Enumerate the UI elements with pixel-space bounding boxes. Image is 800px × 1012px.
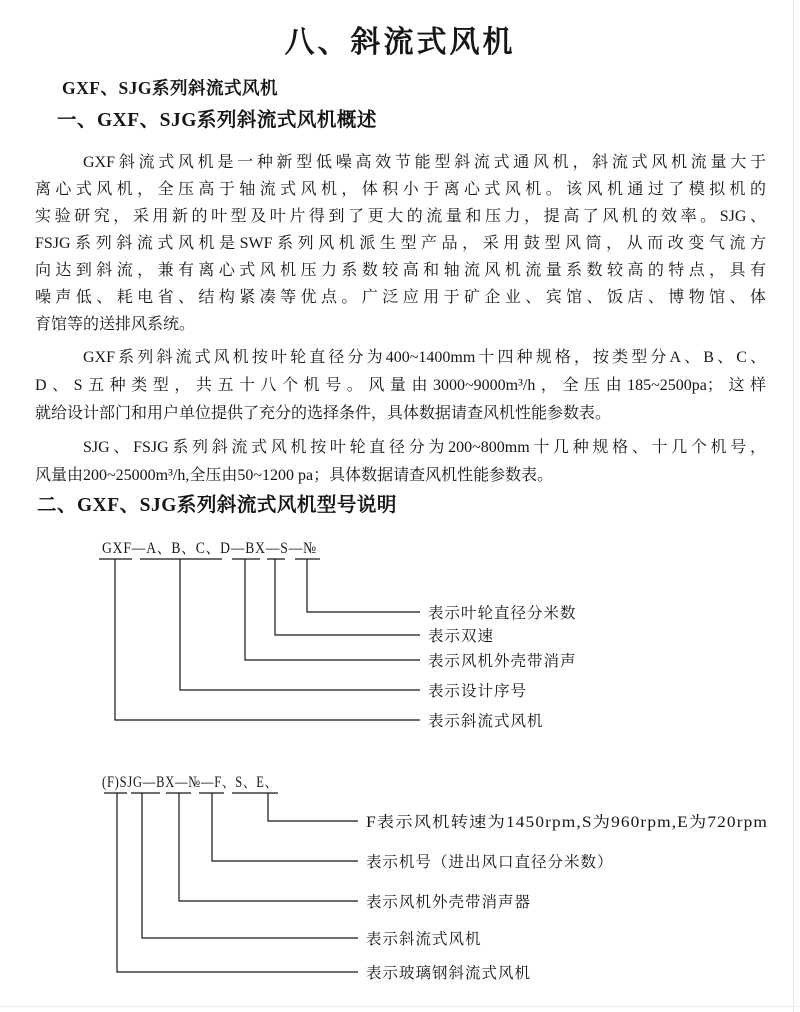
gxf-label-silencer-casing: 表示风机外壳带消声 [428, 653, 577, 670]
body-line: GXF斜流式风机是一种新型低噪高效节能型斜流式通风机，斜流式风机流量大于 [83, 154, 766, 171]
sjg-model-code: (F)SJG—BX—№—F、S、E、 [102, 774, 278, 791]
sjg-label-frp-mixed-flow-fan: 表示玻璃钢斜流式风机 [366, 965, 532, 982]
sjg-label-speed: F表示风机转速为1450rpm,S为960rpm,E为720rpm [366, 814, 726, 831]
connector-line [142, 793, 358, 938]
page-edge-bottom [0, 1006, 800, 1007]
body-text [35, 149, 766, 490]
connector-line [180, 559, 420, 690]
section1-heading: 一、GXF、SJG系列斜流式风机概述 [57, 110, 377, 131]
connector-line [212, 793, 358, 861]
sjg-label-fan-size: 表示机号（进出风口直径分米数） [366, 854, 614, 871]
gxf-label-mixed-flow-fan: 表示斜流式风机 [428, 713, 544, 730]
connector-line [115, 559, 420, 720]
body-line: 风量由200~25000m³/h,全压由50~1200 pa；具体数据请查风机性能参数表。 [35, 467, 554, 484]
body-line: 向达到斜流，兼有离心式风机压力系数较高和轴流风机流量系数较高的特点，具有 [35, 262, 766, 279]
doc-subtitle: GXF、SJG系列斜流式风机 [62, 78, 279, 98]
paragraph-3 [35, 434, 766, 490]
gxf-label-design-series: 表示设计序号 [428, 683, 528, 700]
section2-heading: 二、GXF、SJG系列斜流式风机型号说明 [37, 495, 397, 516]
gxf-label-impeller-diameter: 表示叶轮直径分米数 [428, 605, 577, 622]
sjg-label-mixed-flow-fan: 表示斜流式风机 [366, 931, 482, 948]
body-line: 实验研究，采用新的叶型及叶片得到了更大的流量和压力，提高了风机的效率。SJG、 [35, 208, 766, 225]
gxf-model-code: GXF—A、B、C、D—BX—S—№ [102, 540, 317, 557]
paragraph-2 [35, 344, 766, 428]
gxf-model-diagram [0, 530, 800, 742]
body-line: FSJG系列斜流式风机是SWF系列风机派生型产品，采用鼓型风筒，从而改变气流方 [35, 235, 766, 252]
body-line: 育馆等的送排风系统。 [35, 316, 196, 333]
connector-line [245, 559, 420, 660]
page-title: 八、斜流式风机 [284, 26, 516, 59]
body-line: 就给设计部门和用户单位提供了充分的选择条件，具体数据请查风机性能参数表。 [35, 405, 612, 422]
body-line: 离心式风机，全压高于轴流式风机，体积小于离心式风机。该风机通过了模拟机的 [35, 181, 766, 198]
sjg-label-silencer-casing: 表示风机外壳带消声器 [366, 894, 532, 911]
body-line: SJG、FSJG系列斜流式风机按叶轮直径分为200~800mm十几种规格、十几个机号， [83, 439, 766, 456]
connector-line [275, 559, 420, 635]
body-line: D、S五种类型，共五十八个机号。风量由3000~9000m³/h，全压由185~2500pa；这样 [35, 377, 766, 394]
connector-line [117, 793, 358, 972]
paragraph-1 [35, 149, 766, 338]
gxf-label-dual-speed: 表示双速 [428, 628, 495, 645]
page-edge-right [793, 0, 794, 1012]
body-line: 噪声低、耗电省、结构紧凑等优点。广泛应用于矿企业、宾馆、饭店、博物馆、体 [35, 289, 766, 306]
connector-line [268, 793, 358, 821]
body-line: GXF系列斜流式风机按叶轮直径分为400~1400mm十四种规格，按类型分A、B、C、 [83, 349, 766, 366]
sjg-model-diagram [0, 765, 800, 1000]
connector-line [307, 559, 420, 612]
